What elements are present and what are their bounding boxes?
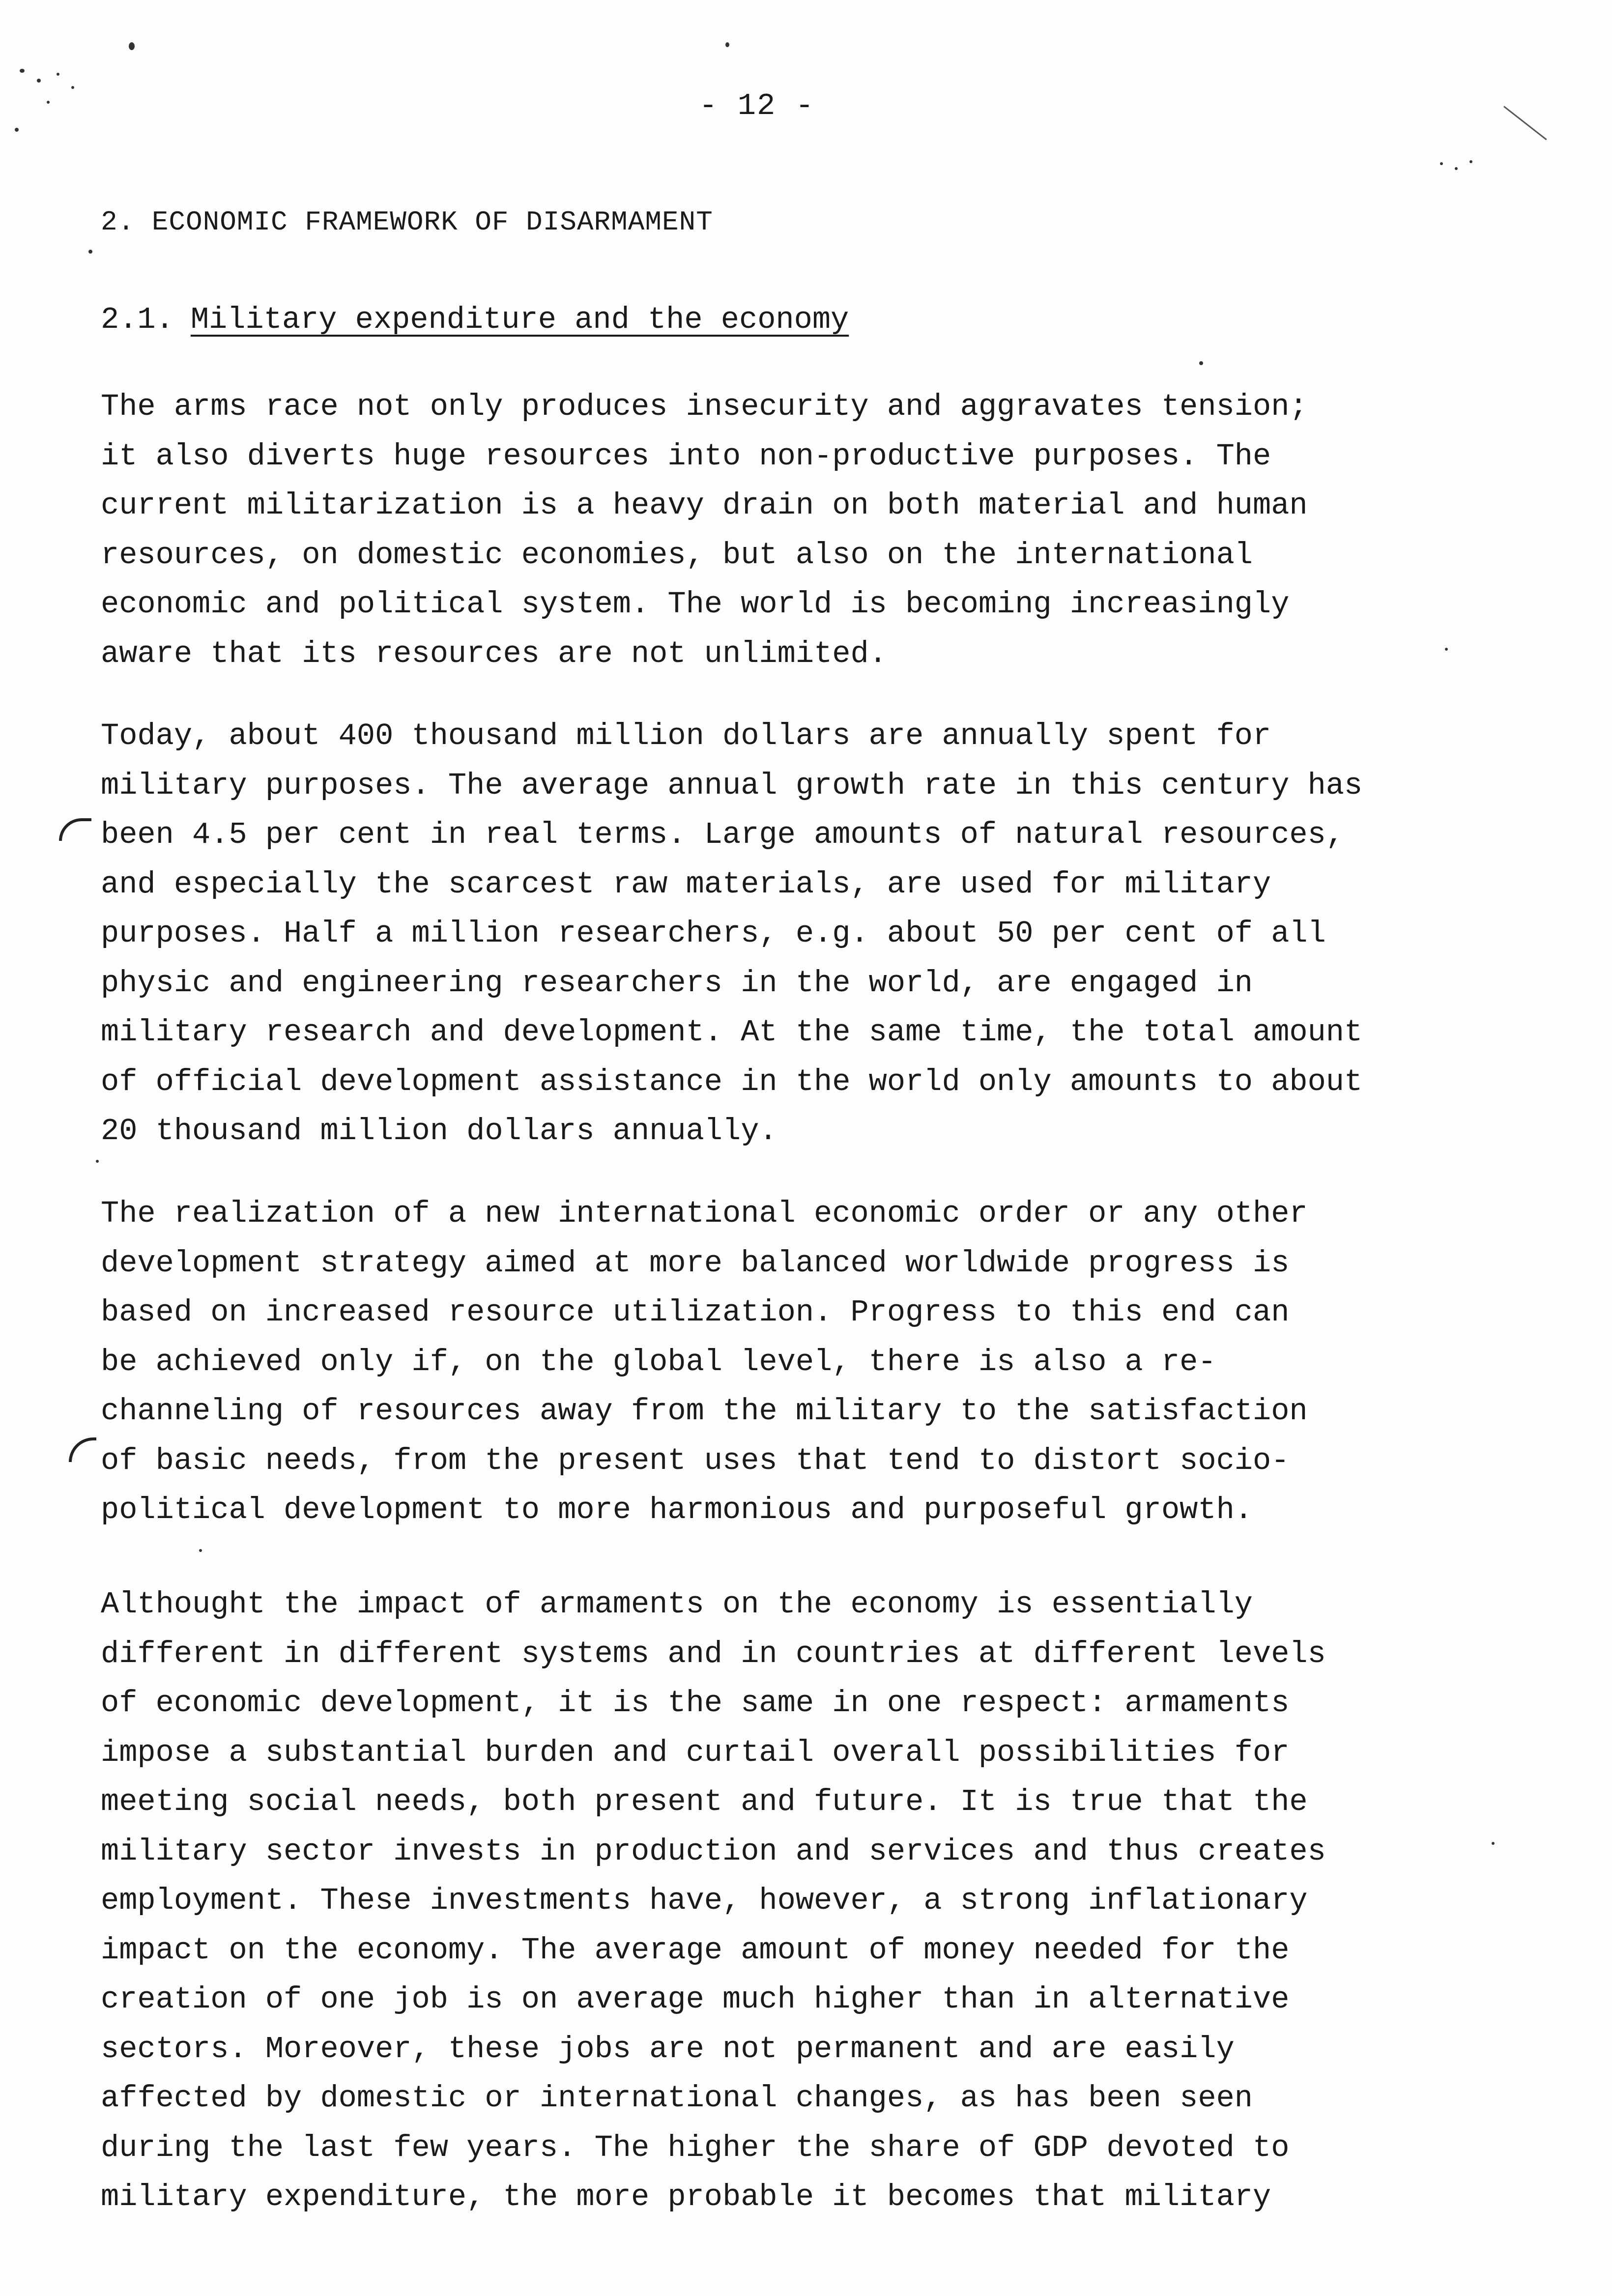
subsection-title: Military expenditure and the economy (190, 302, 849, 337)
scan-speck (1455, 167, 1458, 170)
scan-speck (129, 42, 135, 50)
scan-speck (725, 42, 729, 47)
scan-speck (15, 128, 19, 132)
scan-speck (20, 69, 25, 73)
scan-speck (1199, 361, 1203, 365)
paragraph: Today, about 400 thousand million dollars are annually spent for military purposes. The average annual growth rate in this century has been 4.5 per cent in real terms. Large amounts of natural resources, and especially the scarcest raw materials, are used for military purposes. Half a million researchers, e.g. about 50 per cent of all physic and engineering researchers in the world, are engaged in military research and development. At the same time, the total amount of official development assistance in the world only amounts to about 20 thousand million dollars annually. (101, 718, 1363, 1148)
subsection-number: 2.1. (101, 302, 174, 337)
margin-bracket-mark (69, 1437, 96, 1462)
scan-speck (57, 73, 59, 76)
section-heading: 2. ECONOMIC FRAMEWORK OF DISARMAMENT (101, 206, 713, 238)
scan-speck (96, 1160, 99, 1163)
scan-speck (1469, 160, 1472, 163)
subsection-heading (101, 302, 849, 337)
scan-speck (88, 250, 92, 254)
page-number: - 12 - (699, 88, 815, 123)
paragraph: The arms race not only produces insecurity and aggravates tension; it also diverts huge resources into non-productive purposes. The current militarization is a heavy drain on both material and human resources, on domestic economies, but also on the international economic and political system. The world is becoming increasingly aware that its resources are not unlimited. (101, 389, 1308, 671)
scan-speck (1440, 162, 1443, 165)
scan-speck (199, 1549, 202, 1552)
margin-bracket-mark (59, 818, 91, 841)
scan-speck (37, 79, 41, 83)
paragraph: Althought the impact of armaments on the economy is essentially different in different systems and in countries at different levels of economic development, it is the same in one respect: armaments impose a substantial burden and curtail overall possibilities for meeting social needs, both present and future. It is true that the military sector invests in production and services and thus creates employment. These investments have, however, a strong inflationary impact on the economy. The average amount of money needed for the creation of one job is on average much higher than in alternative sectors. Moreover, these jobs are not permanent and are easily affected by domestic or international changes, as has been seen during the last few years. The higher the share of GDP devoted to military expenditure, the more probable it becomes that military (101, 1587, 1326, 2214)
paragraph: The realization of a new international economic order or any other development strategy aimed at more balanced worldwide progress is based on increased resource utilization. Progress to this end can be achieved only if, on the global level, there is also a re- channeling of resources away from the military to the satisfaction of basic needs, from the present uses that tend to distort socio- political development to more harmonious and purposeful growth. (101, 1196, 1308, 1527)
